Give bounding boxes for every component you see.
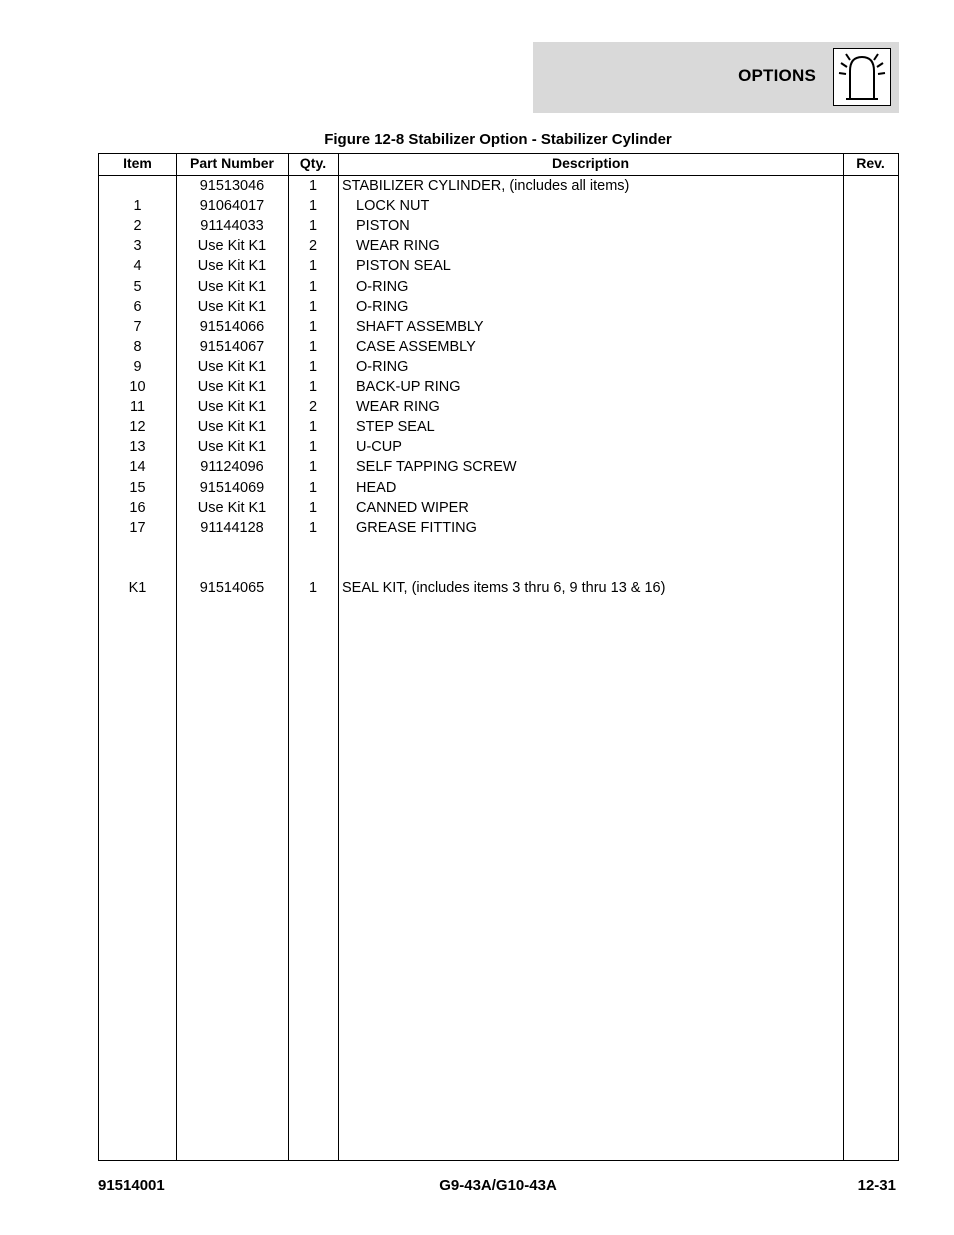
table-row — [99, 417, 898, 437]
column-header-item: Item — [123, 155, 152, 171]
description-cell: WEAR RING — [356, 238, 440, 255]
item-cell — [99, 176, 176, 196]
footer-page-number: 12-31 — [857, 1177, 896, 1194]
part-number-cell: 91124096 — [200, 459, 264, 476]
part-number-cell: 91514065 — [199, 580, 265, 596]
description-cell: U-CUP — [356, 439, 402, 456]
description-cell: SEAL KIT, (includes items 3 thru 6, 9 thru 13 & 16) — [342, 580, 666, 596]
table-row — [99, 377, 898, 397]
part-number-cell: 91514069 — [199, 479, 265, 496]
part-number-cell: Use Kit K1 — [197, 258, 267, 275]
table-row — [99, 236, 898, 256]
parts-table — [98, 153, 899, 1161]
part-number-cell: Use Kit K1 — [197, 419, 267, 436]
description-cell: PISTON SEAL — [356, 258, 451, 275]
description-cell: STEP SEAL — [356, 419, 435, 436]
qty-cell: 1 — [308, 479, 318, 496]
qty-cell: 1 — [308, 459, 318, 476]
item-cell: 5 — [133, 278, 142, 295]
table-row — [99, 558, 898, 578]
item-cell: 7 — [133, 318, 142, 335]
qty-cell: 1 — [308, 439, 318, 456]
column-header-rev: Rev. — [856, 155, 885, 171]
footer-model: G9-43A/G10-43A — [439, 1177, 557, 1194]
qty-cell: 2 — [308, 238, 318, 255]
part-number-cell: Use Kit K1 — [197, 238, 267, 255]
qty-cell — [288, 538, 338, 558]
qty-cell: 1 — [308, 419, 318, 436]
part-number-cell: Use Kit K1 — [197, 358, 267, 375]
part-number-cell: 91144128 — [200, 519, 264, 536]
part-number-cell: Use Kit K1 — [197, 278, 267, 295]
table-row — [99, 397, 898, 417]
description-cell: STABILIZER CYLINDER, (includes all items) — [342, 178, 630, 194]
table-row — [99, 578, 898, 598]
footer-document-number: 91514001 — [98, 1177, 165, 1194]
description-cell — [342, 538, 842, 558]
description-cell: CASE ASSEMBLY — [356, 338, 476, 355]
description-cell: LOCK NUT — [356, 198, 430, 215]
table-row — [99, 357, 898, 377]
description-cell: WEAR RING — [356, 399, 440, 416]
item-cell: 9 — [133, 358, 142, 375]
description-cell: CANNED WIPER — [356, 499, 469, 516]
qty-cell: 1 — [308, 258, 318, 275]
item-cell: 13 — [129, 439, 146, 456]
table-row — [99, 337, 898, 357]
table-row — [99, 216, 898, 236]
description-cell — [342, 558, 842, 578]
qty-cell — [288, 558, 338, 578]
item-cell: 14 — [129, 459, 146, 476]
qty-cell: 1 — [308, 379, 318, 395]
qty-cell: 1 — [308, 358, 318, 375]
part-number-cell: Use Kit K1 — [197, 298, 267, 315]
description-cell: GREASE FITTING — [356, 519, 477, 536]
part-number-cell: Use Kit K1 — [197, 439, 267, 456]
item-cell: 16 — [129, 499, 146, 516]
beacon-light-icon — [833, 48, 891, 106]
section-header — [533, 42, 899, 113]
part-number-cell: 91513046 — [199, 178, 265, 194]
qty-cell: 2 — [308, 399, 318, 416]
description-cell: BACK-UP RING — [356, 379, 461, 395]
table-row — [99, 256, 898, 276]
table-row — [99, 297, 898, 317]
item-cell: 6 — [133, 298, 142, 315]
qty-cell: 1 — [308, 218, 318, 235]
item-cell: 17 — [129, 519, 146, 536]
part-number-cell — [176, 538, 288, 558]
qty-cell: 1 — [308, 278, 318, 295]
column-header-description: Description — [551, 155, 629, 171]
item-cell: 1 — [133, 198, 142, 215]
qty-cell: 1 — [308, 318, 318, 335]
part-number-cell: 91064017 — [199, 198, 265, 215]
part-number-cell — [176, 558, 288, 578]
item-cell: 2 — [133, 218, 142, 235]
part-number-cell: 91144033 — [200, 218, 264, 235]
part-number-cell: Use Kit K1 — [197, 399, 267, 416]
column-header-qty: Qty. — [299, 155, 327, 171]
table-row — [99, 196, 898, 216]
part-number-cell: 91514067 — [199, 338, 265, 355]
item-cell — [99, 558, 176, 578]
description-cell: O-RING — [356, 358, 409, 375]
table-row — [99, 277, 898, 297]
description-cell: SHAFT ASSEMBLY — [356, 318, 484, 335]
description-cell: HEAD — [356, 479, 397, 496]
table-row — [99, 317, 898, 337]
table-row — [99, 518, 898, 538]
description-cell: PISTON — [356, 218, 410, 235]
table-row — [99, 538, 898, 558]
column-header-part-number: Part Number — [189, 155, 275, 171]
table-row — [99, 176, 898, 196]
qty-cell: 1 — [308, 519, 318, 536]
qty-cell: 1 — [308, 580, 318, 596]
qty-cell: 1 — [308, 298, 318, 315]
description-cell: O-RING — [356, 298, 409, 315]
table-row — [99, 478, 898, 498]
qty-cell: 1 — [308, 338, 318, 355]
item-cell: 15 — [129, 479, 146, 496]
item-cell: 4 — [133, 258, 142, 275]
description-cell: SELF TAPPING SCREW — [356, 459, 517, 476]
table-row — [99, 437, 898, 457]
part-number-cell: Use Kit K1 — [197, 499, 267, 516]
table-row — [99, 457, 898, 477]
item-cell: 3 — [133, 238, 142, 255]
qty-cell: 1 — [308, 198, 318, 215]
part-number-cell: 91514066 — [199, 318, 265, 335]
figure-title: Figure 12-8 Stabilizer Option - Stabilizer Cylinder — [324, 131, 672, 148]
section-title: OPTIONS — [738, 66, 816, 85]
item-cell: 12 — [129, 419, 146, 436]
item-cell — [99, 538, 176, 558]
item-cell: 10 — [129, 379, 146, 395]
item-cell: 8 — [133, 338, 142, 355]
part-number-cell: Use Kit K1 — [197, 379, 267, 395]
qty-cell: 1 — [308, 178, 318, 194]
item-cell: 11 — [129, 399, 146, 416]
table-row — [99, 498, 898, 518]
description-cell: O-RING — [356, 278, 409, 295]
qty-cell: 1 — [308, 499, 318, 516]
item-cell: K1 — [128, 580, 147, 596]
